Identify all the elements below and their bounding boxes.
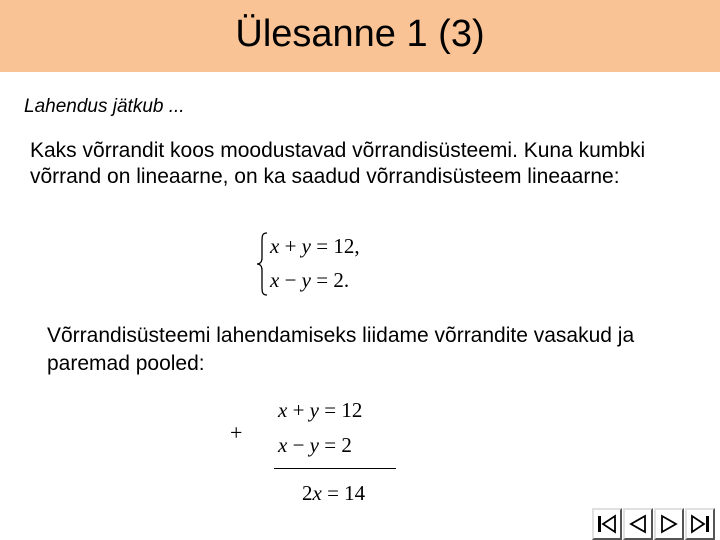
equation-addition — [230, 395, 410, 515]
left-brace-icon — [256, 232, 268, 296]
addition-line-2: x − y = 2 — [278, 433, 352, 457]
first-slide-button[interactable] — [592, 508, 622, 540]
slide-navigation — [592, 508, 716, 540]
title-bar — [0, 0, 720, 72]
slide-title: Ülesanne 1 (3) — [235, 12, 485, 55]
system-equation-2: x − y = 2. — [270, 268, 350, 292]
addition-result: 2x = 14 — [302, 481, 366, 505]
previous-slide-button[interactable] — [623, 508, 653, 540]
previous-slide-icon — [627, 513, 649, 535]
last-slide-button[interactable] — [685, 508, 715, 540]
next-slide-icon — [658, 513, 680, 535]
last-slide-icon — [689, 513, 711, 535]
subtitle: Lahendus jätkub ... — [24, 96, 185, 117]
addition-line-1: x + y = 12 — [278, 398, 363, 422]
paragraph-1: Kaks võrrandit koos moodustavad võrrandisüsteemi. Kuna kumbki võrrand on lineaarne, on ka saadud võrrandisüsteem lineaarne: — [30, 139, 646, 188]
next-slide-button[interactable] — [654, 508, 684, 540]
first-slide-icon — [596, 513, 618, 535]
plus-sign: + — [230, 420, 243, 445]
system-equation-1: x + y = 12, — [270, 234, 360, 258]
sum-rule — [274, 468, 396, 469]
paragraph-2: Võrrandisüsteemi lahendamiseks liidame võrrandite vasakud ja paremad pooled: — [47, 324, 635, 375]
